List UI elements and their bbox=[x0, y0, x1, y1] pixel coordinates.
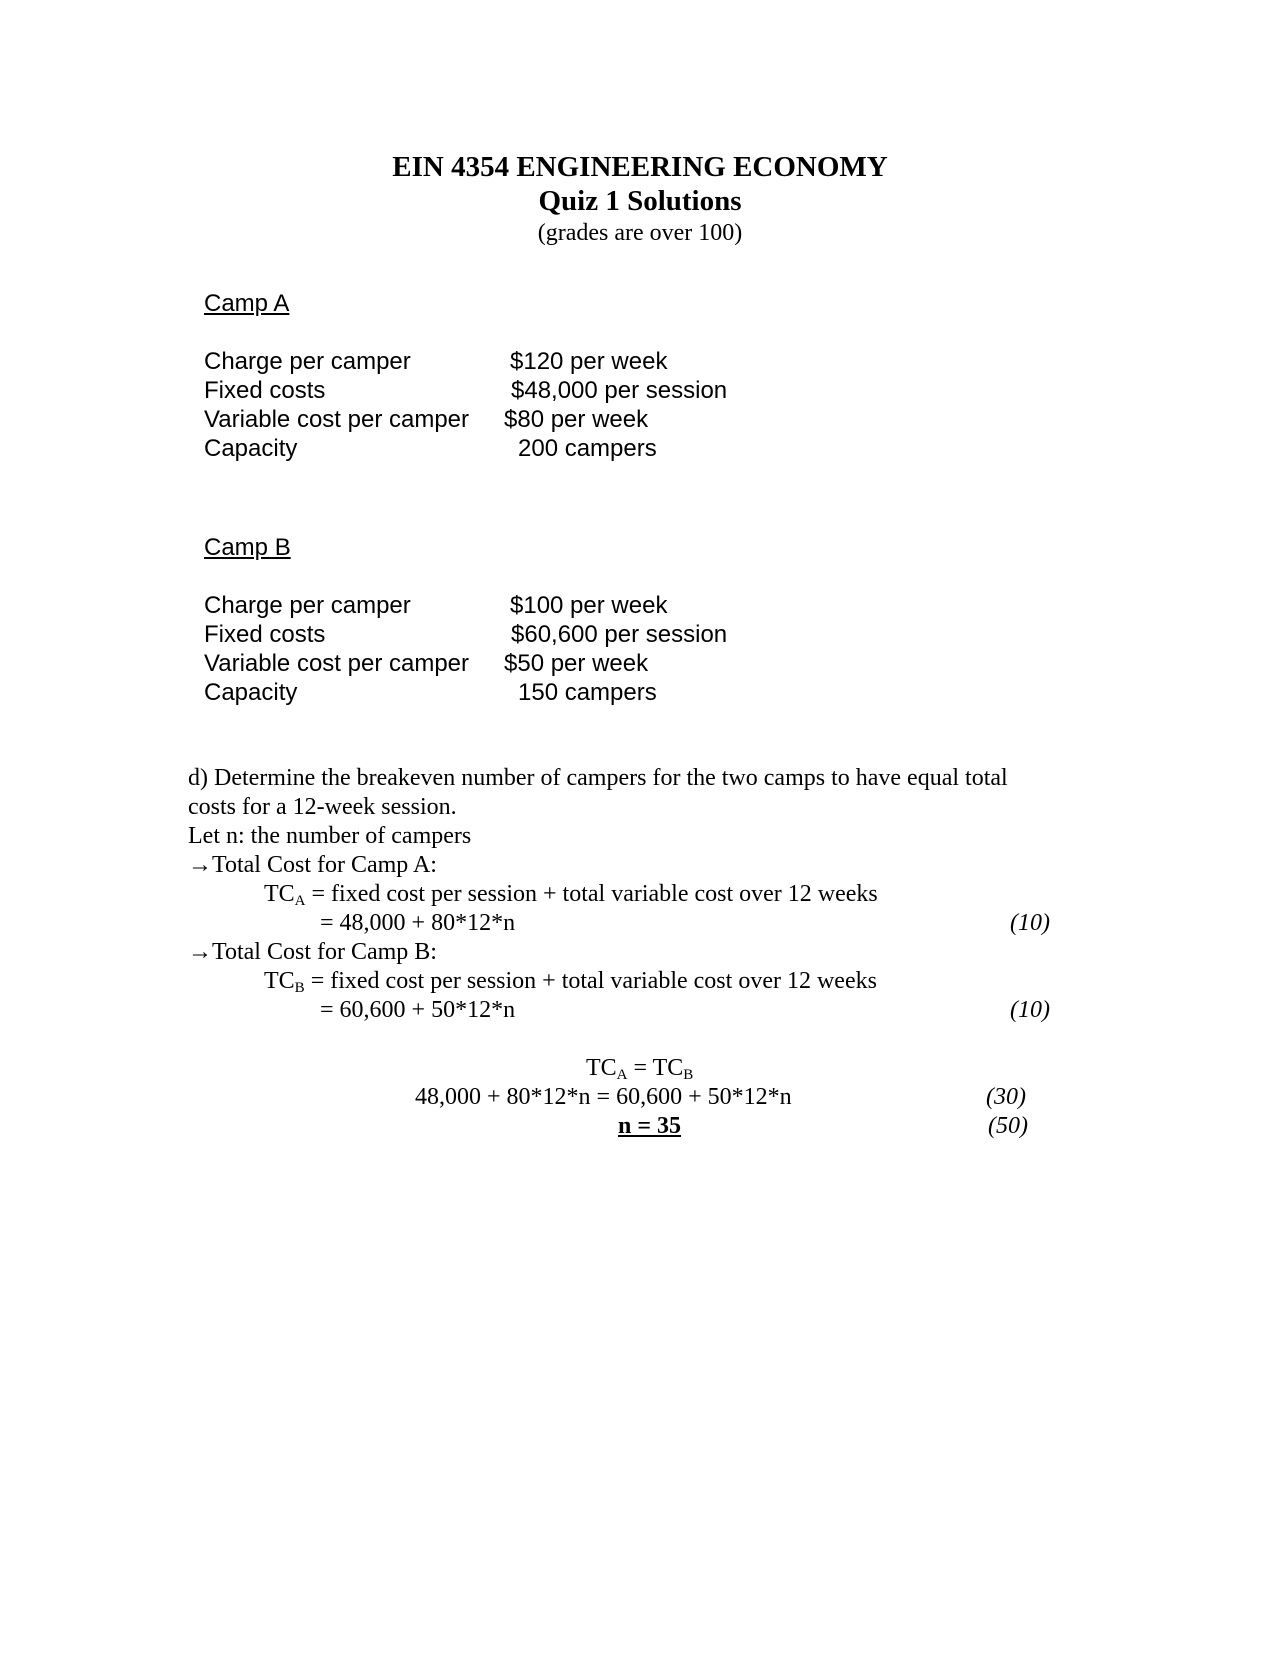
tc-a-expression: = 48,000 + 80*12*n bbox=[320, 910, 516, 936]
camp-a-capacity-value: 200 campers bbox=[518, 435, 657, 462]
grading-note: (grades are over 100) bbox=[537, 220, 743, 246]
equality-line bbox=[188, 1054, 1068, 1083]
arrow-icon: → bbox=[188, 939, 212, 965]
camp-a-fixed-label: Fixed costs bbox=[204, 377, 326, 404]
equality-right-subscript: B bbox=[683, 1067, 694, 1083]
camp-b-charge-value: $100 per week bbox=[510, 592, 668, 619]
tc-a-symbol: TC bbox=[264, 881, 295, 907]
question-line-2: costs for a 12-week session. bbox=[188, 794, 457, 820]
course-title: EIN 4354 ENGINEERING ECONOMY bbox=[392, 151, 888, 183]
camp-a-row-variable bbox=[204, 405, 649, 434]
tc-b-heading-line bbox=[188, 938, 1068, 967]
tc-b-heading: Total Cost for Camp B: bbox=[212, 939, 437, 965]
tc-b-symbol: TC bbox=[264, 968, 295, 994]
tc-a-definition: = fixed cost per session + total variable cost over 12 weeks bbox=[305, 881, 878, 907]
equality-left: TC bbox=[586, 1055, 617, 1081]
camp-b-row-charge bbox=[204, 591, 668, 620]
camp-a-section bbox=[204, 290, 728, 463]
arrow-icon: → bbox=[188, 852, 212, 878]
solution-section bbox=[188, 764, 1068, 1141]
camp-b-row-variable bbox=[204, 649, 649, 678]
camp-b-charge-label: Charge per camper bbox=[204, 592, 411, 619]
tc-b-points: (10) bbox=[1010, 997, 1050, 1023]
equality-mid: = TC bbox=[627, 1055, 684, 1081]
tc-a-subscript: A bbox=[294, 893, 306, 909]
camp-b-heading: Camp B bbox=[204, 534, 291, 561]
tc-a-expression-line bbox=[188, 909, 1068, 938]
tc-b-expression-line bbox=[188, 996, 1068, 1025]
tc-b-definition-line bbox=[188, 967, 1068, 996]
tc-b-expression: = 60,600 + 50*12*n bbox=[320, 997, 516, 1023]
camp-b-fixed-label: Fixed costs bbox=[204, 621, 326, 648]
camp-b-row-fixed bbox=[204, 620, 728, 649]
tc-a-points: (10) bbox=[1010, 910, 1050, 936]
camp-b-section bbox=[204, 534, 728, 707]
camp-b-fixed-value: $60,600 per session bbox=[511, 621, 728, 648]
camp-a-heading: Camp A bbox=[204, 290, 290, 317]
camp-a-variable-value: $80 per week bbox=[504, 406, 649, 433]
camp-a-charge-label: Charge per camper bbox=[204, 348, 411, 375]
question-line-1: d) Determine the breakeven number of campers for the two camps to have equal total bbox=[188, 765, 1008, 791]
camp-a-row-fixed bbox=[204, 376, 728, 405]
camp-b-variable-value: $50 per week bbox=[504, 650, 649, 677]
camp-a-row-charge bbox=[204, 347, 668, 376]
let-line: Let n: the number of campers bbox=[188, 823, 472, 849]
equation: 48,000 + 80*12*n = 60,600 + 50*12*n bbox=[415, 1084, 792, 1110]
answer: n = 35 bbox=[618, 1113, 682, 1139]
camp-a-row-capacity bbox=[204, 434, 657, 463]
camp-a-variable-label: Variable cost per camper bbox=[204, 406, 470, 433]
answer-line bbox=[188, 1112, 1068, 1141]
camp-a-charge-value: $120 per week bbox=[510, 348, 668, 375]
answer-points: (50) bbox=[988, 1113, 1028, 1139]
tc-a-heading-line bbox=[188, 851, 1068, 880]
tc-a-heading: Total Cost for Camp A: bbox=[212, 852, 437, 878]
camp-a-capacity-label: Capacity bbox=[204, 435, 298, 462]
quiz-title: Quiz 1 Solutions bbox=[538, 185, 742, 217]
equation-line bbox=[188, 1083, 1068, 1112]
tc-b-subscript: B bbox=[294, 980, 305, 996]
equation-points: (30) bbox=[986, 1084, 1026, 1110]
camp-b-capacity-label: Capacity bbox=[204, 679, 298, 706]
camp-a-fixed-value: $48,000 per session bbox=[511, 377, 728, 404]
equality-left-subscript: A bbox=[616, 1067, 628, 1083]
camp-b-capacity-value: 150 campers bbox=[518, 679, 657, 706]
camp-b-variable-label: Variable cost per camper bbox=[204, 650, 470, 677]
tc-b-definition: = fixed cost per session + total variable cost over 12 weeks bbox=[304, 968, 877, 994]
camp-b-row-capacity bbox=[204, 678, 657, 707]
document-header bbox=[0, 150, 1280, 248]
tc-a-definition-line bbox=[188, 880, 1068, 909]
